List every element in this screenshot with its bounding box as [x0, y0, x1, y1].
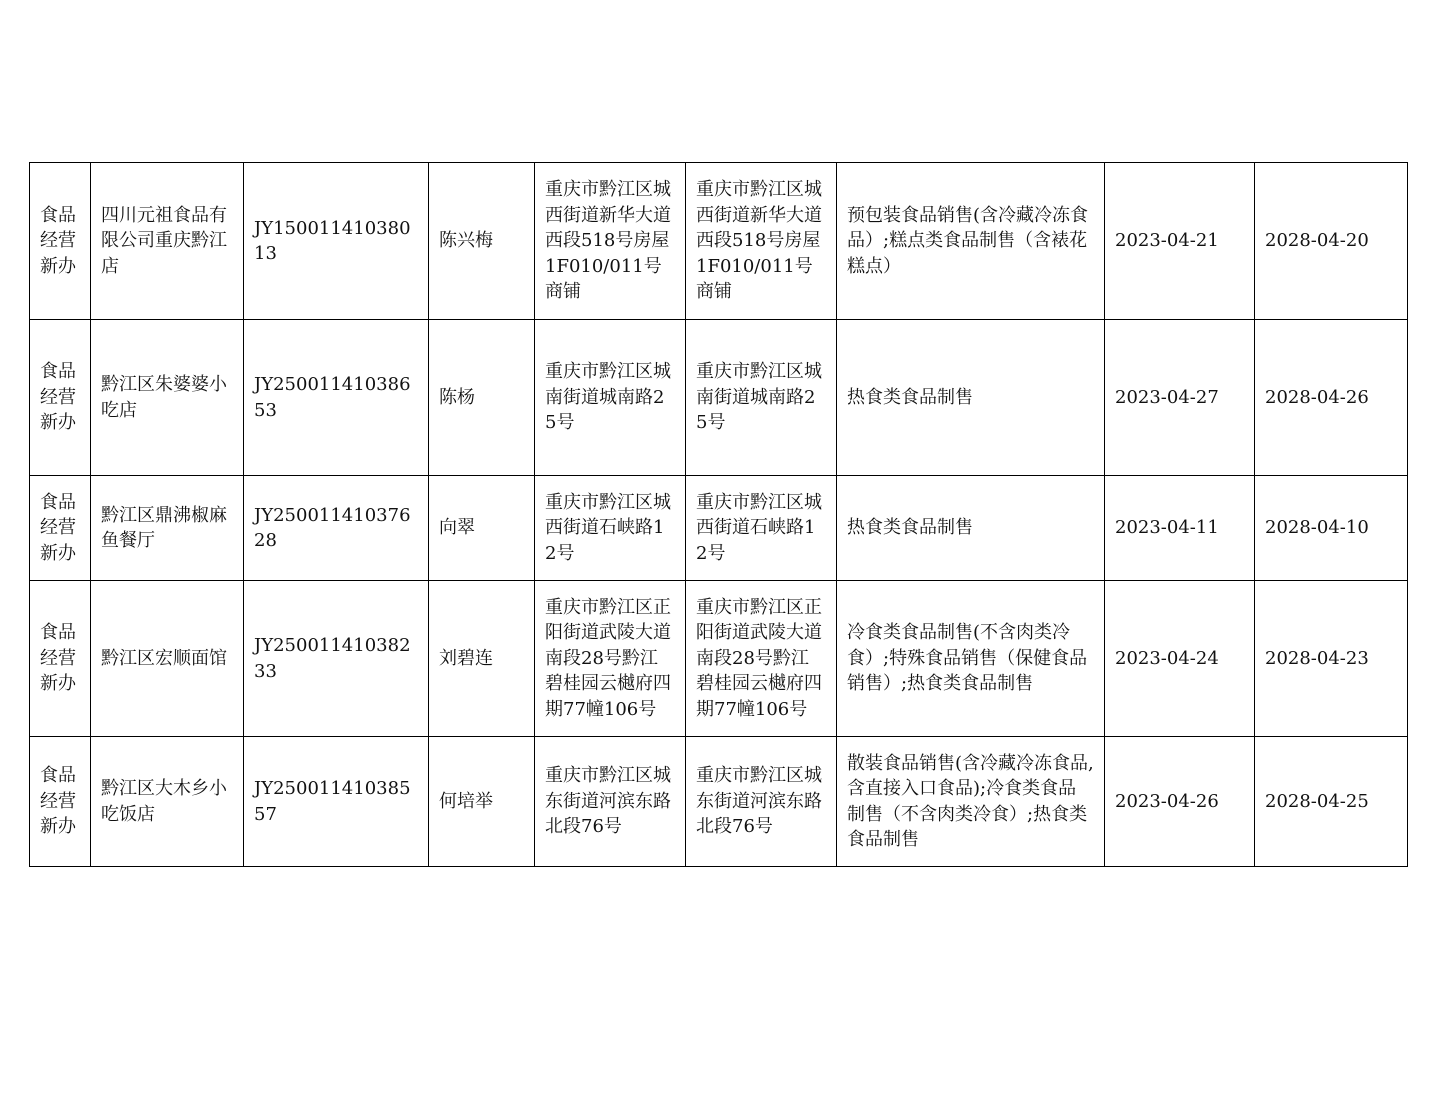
- table-row: [30, 581, 1408, 737]
- premises-cell: 重庆市黔江区城西街道新华大道西段518号房屋1F010/011号商铺: [686, 163, 837, 320]
- expiry-date-cell: 2028-04-10: [1255, 476, 1408, 581]
- issue-date-cell: 2023-04-21: [1105, 163, 1255, 320]
- business-scope-cell: 散装食品销售(含冷藏冷冻食品,含直接入口食品);冷食类食品制售（不含肉类冷食）;热食类食品制售: [837, 737, 1105, 867]
- address-cell: 重庆市黔江区正阳街道武陵大道南段28号黔江碧桂园云樾府四期77幢106号: [535, 581, 686, 737]
- business-type-cell: 食品经营新办: [30, 320, 91, 476]
- expiry-date-cell: 2028-04-23: [1255, 581, 1408, 737]
- premises-cell: 重庆市黔江区城东街道河滨东路北段76号: [686, 737, 837, 867]
- issue-date-cell: 2023-04-11: [1105, 476, 1255, 581]
- business-scope-cell: 热食类食品制售: [837, 476, 1105, 581]
- license-number-cell: JY15001141038013: [244, 163, 429, 320]
- license-number-cell: JY25001141038233: [244, 581, 429, 737]
- issue-date-cell: 2023-04-26: [1105, 737, 1255, 867]
- table-row: [30, 737, 1408, 867]
- table-row: [30, 163, 1408, 320]
- premises-cell: 重庆市黔江区正阳街道武陵大道南段28号黔江碧桂园云樾府四期77幢106号: [686, 581, 837, 737]
- license-number-cell: JY25001141038653: [244, 320, 429, 476]
- legal-representative-cell: 陈兴梅: [429, 163, 535, 320]
- expiry-date-cell: 2028-04-26: [1255, 320, 1408, 476]
- legal-representative-cell: 何培举: [429, 737, 535, 867]
- legal-representative-cell: 陈杨: [429, 320, 535, 476]
- issue-date-cell: 2023-04-27: [1105, 320, 1255, 476]
- table-row: [30, 320, 1408, 476]
- business-name-cell: 黔江区鼎沸椒麻鱼餐厅: [91, 476, 244, 581]
- legal-representative-cell: 向翠: [429, 476, 535, 581]
- license-number-cell: JY25001141037628: [244, 476, 429, 581]
- permit-table: [29, 162, 1408, 867]
- business-type-cell: 食品经营新办: [30, 737, 91, 867]
- business-scope-cell: 热食类食品制售: [837, 320, 1105, 476]
- address-cell: 重庆市黔江区城西街道石峡路12号: [535, 476, 686, 581]
- business-name-cell: 四川元祖食品有限公司重庆黔江店: [91, 163, 244, 320]
- expiry-date-cell: 2028-04-20: [1255, 163, 1408, 320]
- issue-date-cell: 2023-04-24: [1105, 581, 1255, 737]
- address-cell: 重庆市黔江区城东街道河滨东路北段76号: [535, 737, 686, 867]
- business-type-cell: 食品经营新办: [30, 163, 91, 320]
- business-name-cell: 黔江区宏顺面馆: [91, 581, 244, 737]
- business-name-cell: 黔江区大木乡小吃饭店: [91, 737, 244, 867]
- address-cell: 重庆市黔江区城西街道新华大道西段518号房屋1F010/011号商铺: [535, 163, 686, 320]
- business-scope-cell: 预包装食品销售(含冷藏冷冻食品）;糕点类食品制售（含裱花糕点）: [837, 163, 1105, 320]
- business-type-cell: 食品经营新办: [30, 476, 91, 581]
- business-name-cell: 黔江区朱婆婆小吃店: [91, 320, 244, 476]
- address-cell: 重庆市黔江区城南街道城南路25号: [535, 320, 686, 476]
- table-row: [30, 476, 1408, 581]
- business-type-cell: 食品经营新办: [30, 581, 91, 737]
- premises-cell: 重庆市黔江区城西街道石峡路12号: [686, 476, 837, 581]
- premises-cell: 重庆市黔江区城南街道城南路25号: [686, 320, 837, 476]
- license-number-cell: JY25001141038557: [244, 737, 429, 867]
- legal-representative-cell: 刘碧连: [429, 581, 535, 737]
- expiry-date-cell: 2028-04-25: [1255, 737, 1408, 867]
- business-scope-cell: 冷食类食品制售(不含肉类冷食）;特殊食品销售（保健食品销售）;热食类食品制售: [837, 581, 1105, 737]
